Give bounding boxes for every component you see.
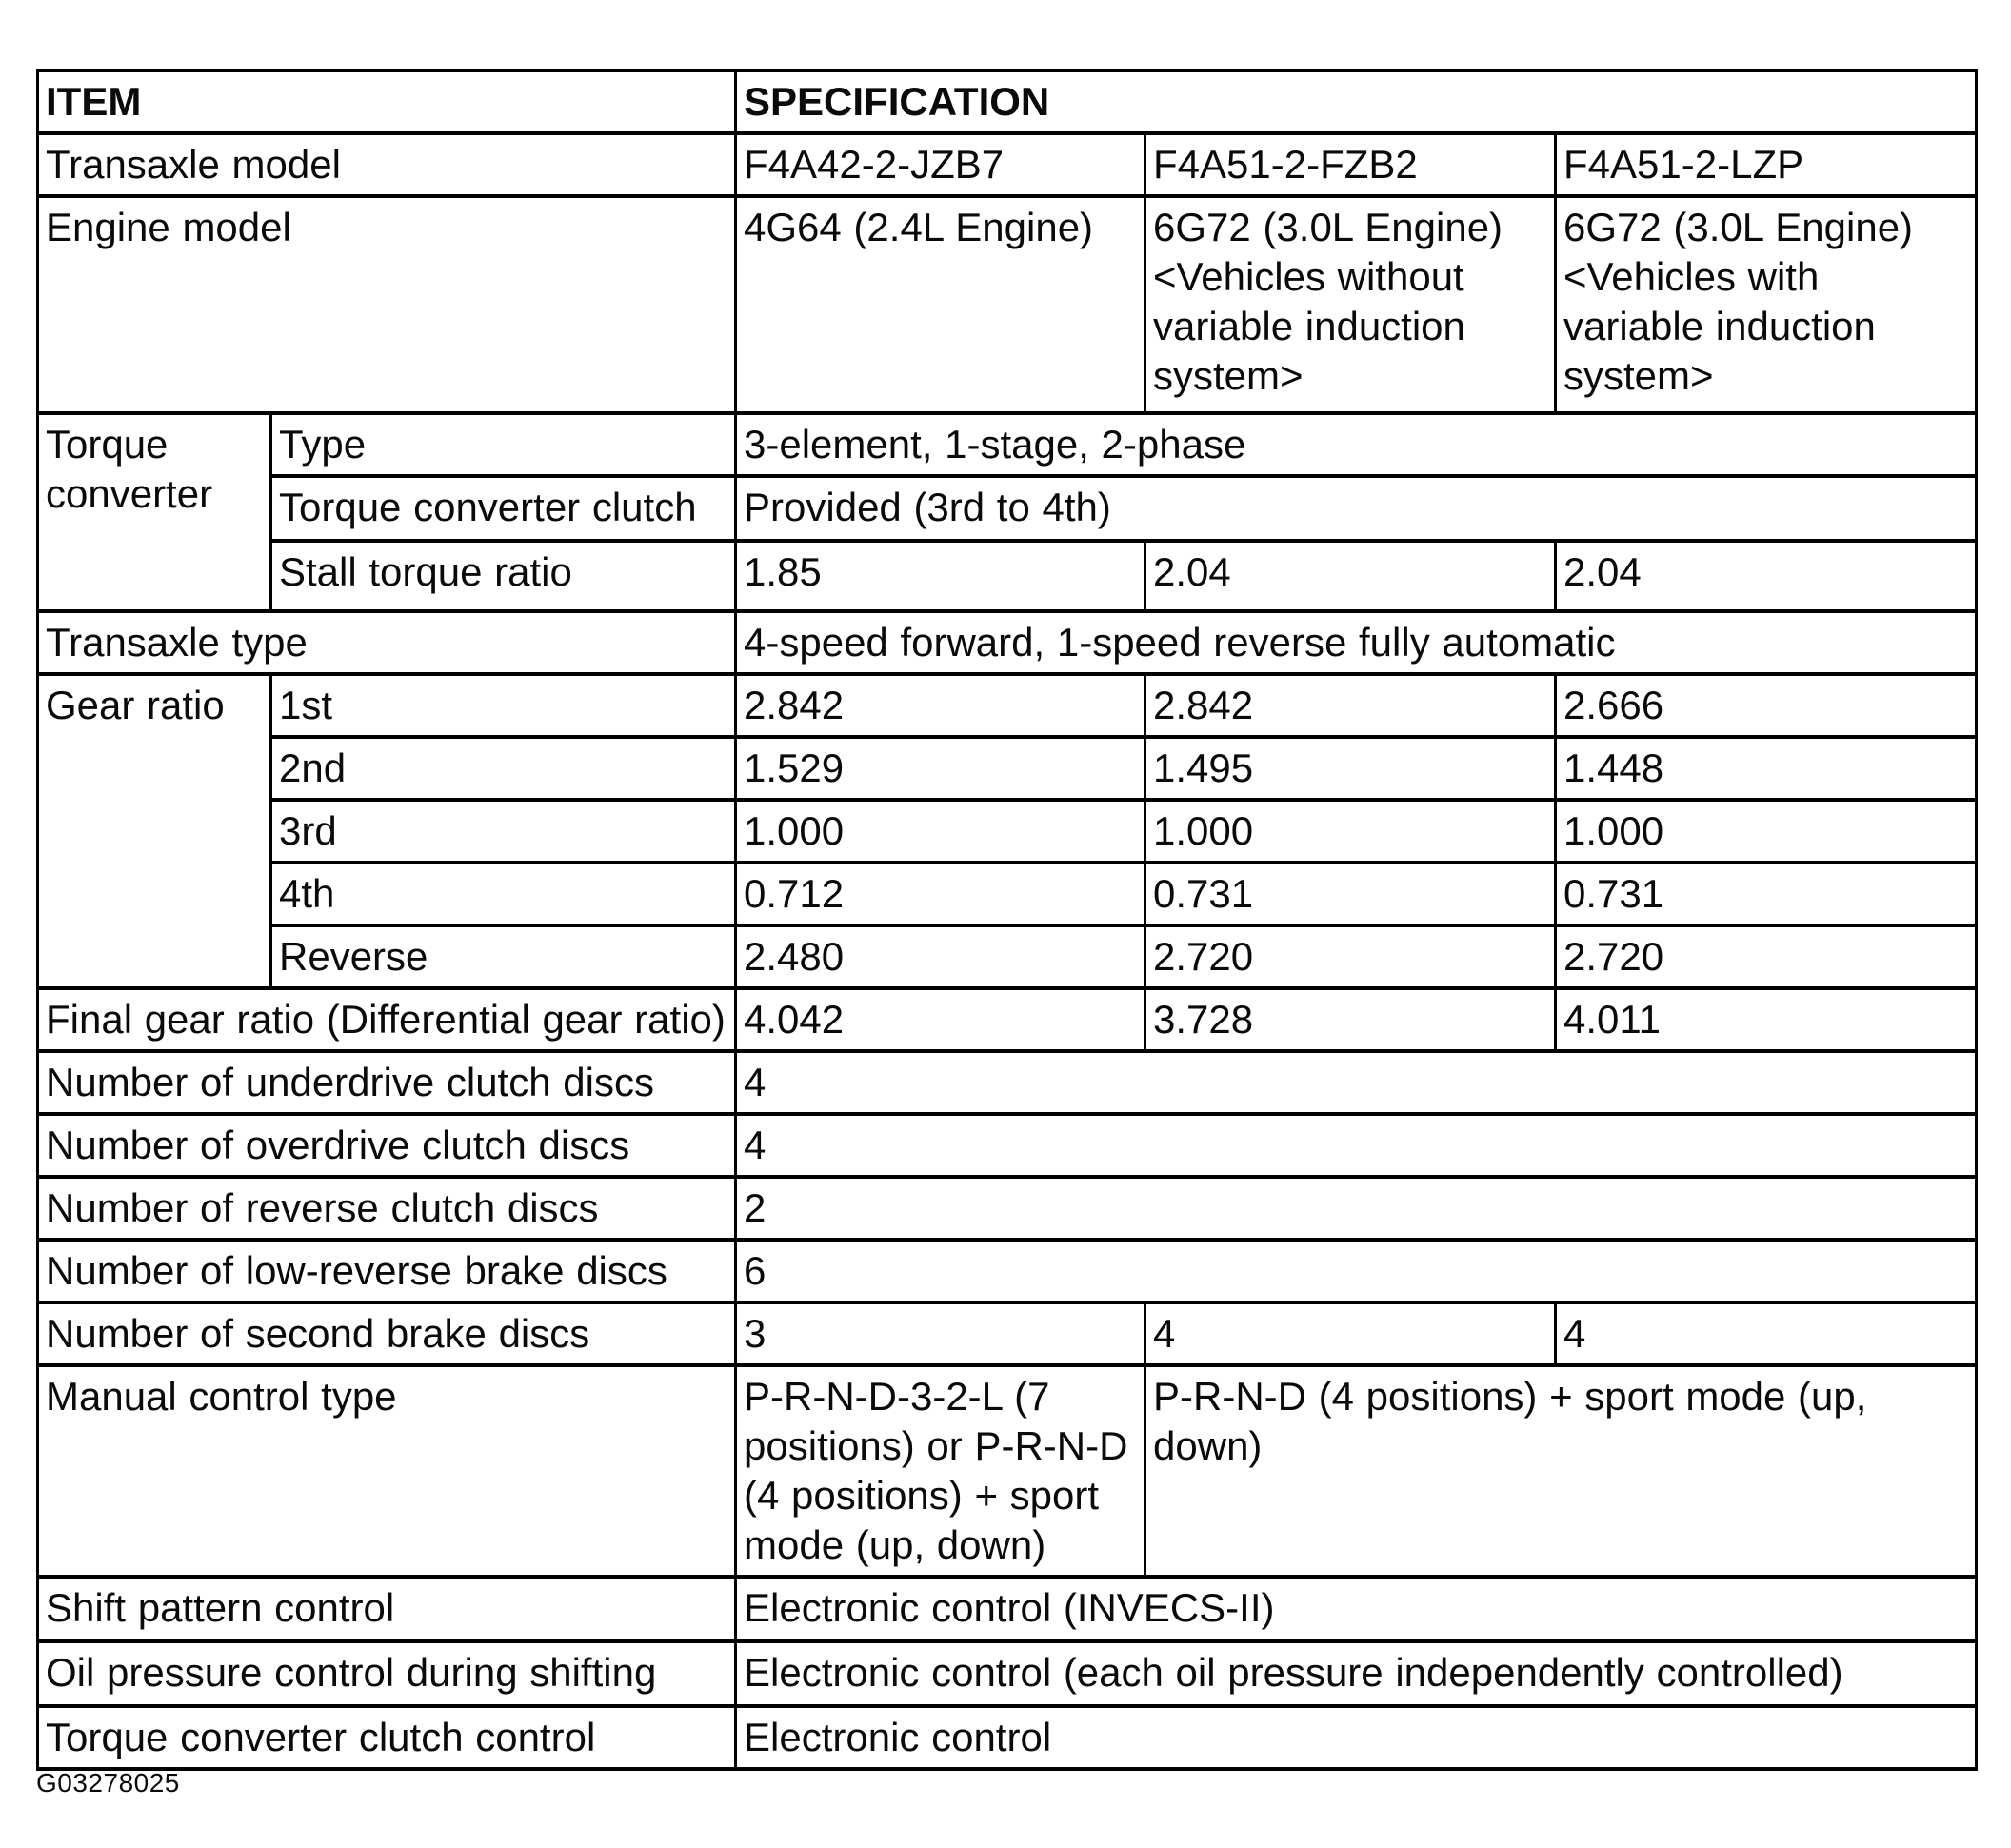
oil-pressure-value: Electronic control (each oil pressure independently controlled) bbox=[736, 1641, 1977, 1706]
low-reverse-discs-row bbox=[38, 1240, 1977, 1302]
gear-ratio-3rd-row bbox=[38, 800, 1977, 863]
torque-converter-group-label: Torque converter bbox=[38, 413, 271, 611]
gear-reverse-value-1: 2.480 bbox=[736, 925, 1145, 988]
shift-pattern-label: Shift pattern control bbox=[38, 1577, 736, 1641]
gear-ratio-4th-row bbox=[38, 863, 1977, 925]
gear-reverse-label: Reverse bbox=[271, 925, 736, 988]
item-header: ITEM bbox=[38, 70, 736, 133]
stall-ratio-value-1: 1.85 bbox=[736, 541, 1145, 611]
second-brake-discs-value-2: 4 bbox=[1145, 1302, 1556, 1365]
gear-reverse-value-2: 2.720 bbox=[1145, 925, 1556, 988]
oil-pressure-label: Oil pressure control during shifting bbox=[38, 1641, 736, 1706]
tc-type-value: 3-element, 1-stage, 2-phase bbox=[736, 413, 1977, 476]
specification-header: SPECIFICATION bbox=[736, 70, 1977, 133]
low-reverse-discs-label: Number of low-reverse brake discs bbox=[38, 1240, 736, 1302]
final-gear-ratio-row bbox=[38, 988, 1977, 1051]
oil-pressure-row bbox=[38, 1641, 1977, 1706]
second-brake-discs-value-3: 4 bbox=[1556, 1302, 1977, 1365]
gear-ratio-group-label: Gear ratio bbox=[38, 674, 271, 988]
gear-reverse-value-3: 2.720 bbox=[1556, 925, 1977, 988]
second-brake-discs-value-1: 3 bbox=[736, 1302, 1145, 1365]
underdrive-discs-value: 4 bbox=[736, 1051, 1977, 1114]
manual-control-label: Manual control type bbox=[38, 1365, 736, 1577]
gear-4th-value-3: 0.731 bbox=[1556, 863, 1977, 925]
gear-ratio-reverse-row bbox=[38, 925, 1977, 988]
shift-pattern-row bbox=[38, 1577, 1977, 1641]
engine-model-row bbox=[38, 196, 1977, 413]
gear-3rd-value-2: 1.000 bbox=[1145, 800, 1556, 863]
tcc-control-value: Electronic control bbox=[736, 1706, 1977, 1769]
torque-converter-type-row bbox=[38, 413, 1977, 476]
gear-1st-value-1: 2.842 bbox=[736, 674, 1145, 737]
engine-model-value-2: 6G72 (3.0L Engine) <Vehicles without variable induction system> bbox=[1145, 196, 1556, 413]
gear-3rd-value-3: 1.000 bbox=[1556, 800, 1977, 863]
gear-2nd-value-2: 1.495 bbox=[1145, 737, 1556, 800]
manual-control-value-1: P-R-N-D-3-2-L (7 positions) or P-R-N-D (4 positions) + sport mode (up, down) bbox=[736, 1365, 1145, 1577]
gear-2nd-value-3: 1.448 bbox=[1556, 737, 1977, 800]
gear-4th-value-1: 0.712 bbox=[736, 863, 1145, 925]
reverse-discs-value: 2 bbox=[736, 1177, 1977, 1240]
engine-model-value-3: 6G72 (3.0L Engine) <Vehicles with variable induction system> bbox=[1556, 196, 1977, 413]
reverse-discs-label: Number of reverse clutch discs bbox=[38, 1177, 736, 1240]
gear-4th-value-2: 0.731 bbox=[1145, 863, 1556, 925]
manual-control-row bbox=[38, 1365, 1977, 1577]
low-reverse-discs-value: 6 bbox=[736, 1240, 1977, 1302]
overdrive-discs-row bbox=[38, 1114, 1977, 1177]
gear-2nd-label: 2nd bbox=[271, 737, 736, 800]
header-row bbox=[38, 70, 1977, 133]
gear-4th-label: 4th bbox=[271, 863, 736, 925]
gear-1st-label: 1st bbox=[271, 674, 736, 737]
stall-ratio-value-3: 2.04 bbox=[1556, 541, 1977, 611]
manual-control-value-2-text: P-R-N-D (4 positions) + sport mode (up, down) bbox=[1153, 1374, 1867, 1468]
overdrive-discs-label: Number of overdrive clutch discs bbox=[38, 1114, 736, 1177]
shift-pattern-value: Electronic control (INVECS-II) bbox=[736, 1577, 1977, 1641]
final-gear-ratio-value-3: 4.011 bbox=[1556, 988, 1977, 1051]
tcc-control-row bbox=[38, 1706, 1977, 1769]
transaxle-model-value-2: F4A51-2-FZB2 bbox=[1145, 133, 1556, 196]
gear-1st-value-2: 2.842 bbox=[1145, 674, 1556, 737]
transaxle-type-label: Transaxle type bbox=[38, 611, 736, 674]
second-brake-discs-label: Number of second brake discs bbox=[38, 1302, 736, 1365]
transaxle-specification-table bbox=[36, 69, 1978, 1771]
underdrive-discs-label: Number of underdrive clutch discs bbox=[38, 1051, 736, 1114]
stall-torque-ratio-row bbox=[38, 541, 1977, 611]
engine-model-value-1: 4G64 (2.4L Engine) bbox=[736, 196, 1145, 413]
tc-type-label: Type bbox=[271, 413, 736, 476]
stall-ratio-value-2: 2.04 bbox=[1145, 541, 1556, 611]
engine-model-label: Engine model bbox=[38, 196, 736, 413]
tc-clutch-value: Provided (3rd to 4th) bbox=[736, 476, 1977, 541]
transaxle-model-row bbox=[38, 133, 1977, 196]
gear-2nd-value-1: 1.529 bbox=[736, 737, 1145, 800]
reverse-discs-row bbox=[38, 1177, 1977, 1240]
transaxle-type-row bbox=[38, 611, 1977, 674]
gear-ratio-1st-row bbox=[38, 674, 1977, 737]
gear-3rd-value-1: 1.000 bbox=[736, 800, 1145, 863]
tc-clutch-label: Torque converter clutch bbox=[271, 476, 736, 541]
transaxle-type-value: 4-speed forward, 1-speed reverse fully automatic bbox=[736, 611, 1977, 674]
torque-converter-clutch-row bbox=[38, 476, 1977, 541]
final-gear-ratio-label: Final gear ratio (Differential gear ratio) bbox=[38, 988, 736, 1051]
manual-control-value-2 bbox=[1145, 1365, 1977, 1577]
figure-code: G03278025 bbox=[36, 1768, 180, 1798]
gear-1st-value-3: 2.666 bbox=[1556, 674, 1977, 737]
tcc-control-label: Torque converter clutch control bbox=[38, 1706, 736, 1769]
underdrive-discs-row bbox=[38, 1051, 1977, 1114]
final-gear-ratio-value-1: 4.042 bbox=[736, 988, 1145, 1051]
second-brake-discs-row bbox=[38, 1302, 1977, 1365]
stall-ratio-label: Stall torque ratio bbox=[271, 541, 736, 611]
gear-ratio-2nd-row bbox=[38, 737, 1977, 800]
gear-3rd-label: 3rd bbox=[271, 800, 736, 863]
transaxle-model-value-1: F4A42-2-JZB7 bbox=[736, 133, 1145, 196]
final-gear-ratio-value-2: 3.728 bbox=[1145, 988, 1556, 1051]
transaxle-model-value-3: F4A51-2-LZP bbox=[1556, 133, 1977, 196]
transaxle-model-label: Transaxle model bbox=[38, 133, 736, 196]
overdrive-discs-value: 4 bbox=[736, 1114, 1977, 1177]
